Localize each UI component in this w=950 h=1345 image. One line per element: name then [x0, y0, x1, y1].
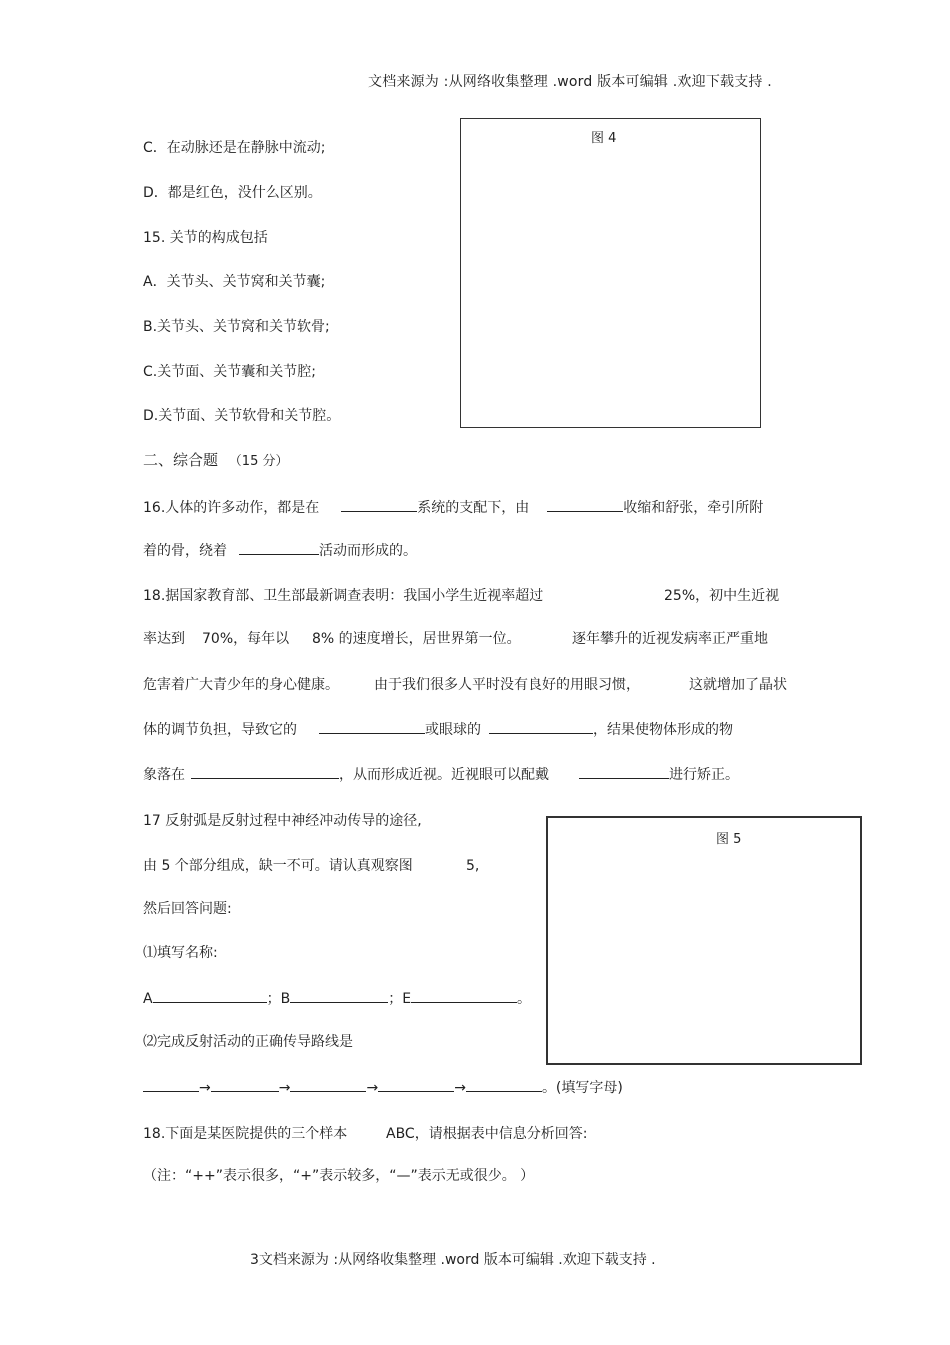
q18a-l3c: 这就增加了晶状 — [689, 677, 787, 693]
q14-option-c: C．在动脉还是在静脉中流动; — [143, 140, 326, 156]
q18a-l3b: 由于我们很多人平时没有良好的用眼习惯， — [374, 677, 640, 693]
label-e: E — [402, 991, 412, 1007]
separator: ； — [266, 991, 281, 1007]
q18a-l1b: 25%，初中生近视 — [664, 588, 780, 604]
q17-line-1: 17 反射弧是反射过程中神经冲动传导的途径, — [143, 813, 422, 829]
q18a-text-4c: ，结果使物体形成的物 — [593, 722, 733, 738]
label-a: A — [143, 991, 153, 1007]
answer-blank[interactable] — [579, 764, 669, 779]
answer-blank-e[interactable] — [411, 988, 517, 1003]
section-2-score: （15 分） — [228, 454, 289, 469]
q14-option-d: D．都是红色，没什么区别。 — [143, 185, 322, 201]
path-blank-4[interactable] — [378, 1077, 454, 1092]
q18a-text-5a: 象落在 — [143, 767, 185, 783]
q18a-text-5c: 进行矫正。 — [669, 767, 739, 783]
page-header: 文档来源为 :从网络收集整理 .word 版本可编辑 .欢迎下载支持 . — [368, 74, 772, 90]
q18b-line-1b: ABC，请根据表中信息分析回答: — [386, 1126, 588, 1142]
q18a-l1a: 18.据国家教育部、卫生部最新调查表明：我国小学生近视率超过 — [143, 588, 544, 604]
answer-blank-a[interactable] — [153, 988, 267, 1003]
path-blank-2[interactable] — [211, 1077, 279, 1092]
answer-blank[interactable] — [547, 497, 623, 512]
figure-5-box — [546, 816, 862, 1065]
figure-4-label: 图 4 — [591, 131, 617, 146]
q18a-text-5b: ，从而形成近视。近视眼可以配戴 — [339, 767, 549, 783]
arrow-icon: → — [454, 1080, 466, 1096]
arrow-icon: → — [199, 1080, 211, 1096]
label-b: B — [280, 991, 291, 1007]
answer-blank[interactable] — [319, 719, 425, 734]
q15-stem: 15. 关节的构成包括 — [143, 230, 268, 246]
figure-5-label: 图 5 — [716, 832, 742, 847]
q15-option-a: A．关节头、关节窝和关节囊; — [143, 274, 326, 290]
q17-fill-names — [143, 988, 531, 1009]
q18a-text-4a: 体的调节负担，导致它的 — [143, 722, 297, 738]
q16-line-1 — [143, 497, 763, 518]
answer-blank-b[interactable] — [290, 988, 388, 1003]
q18b-line-1a: 18.下面是某医院提供的三个样本 — [143, 1126, 348, 1142]
q17-line-6: ⑵完成反射活动的正确传导路线是 — [143, 1034, 353, 1050]
page-footer: 3文档来源为 :从网络收集整理 .word 版本可编辑 .欢迎下载支持 . — [250, 1252, 656, 1268]
path-blank-5[interactable] — [466, 1077, 542, 1092]
q17-line-4: ⑴填写名称: — [143, 945, 218, 961]
q16-text-5: 活动而形成的。 — [319, 543, 417, 559]
answer-blank[interactable] — [489, 719, 593, 734]
q16-line-2 — [143, 540, 417, 561]
q18a-l2d: 逐年攀升的近视发病率正严重地 — [572, 631, 768, 647]
path-blank-1[interactable] — [143, 1077, 199, 1092]
answer-blank[interactable] — [239, 540, 319, 555]
arrow-icon: → — [366, 1080, 379, 1096]
q17-path-end: 。(填写字母) — [541, 1080, 623, 1096]
q17-path-line — [143, 1077, 623, 1098]
q18a-l2b: 70%，每年以 — [202, 631, 290, 647]
q15-option-b: B.关节头、关节窝和关节软骨; — [143, 319, 330, 335]
answer-blank[interactable] — [191, 764, 339, 779]
q18a-text-4b: 或眼球的 — [425, 722, 481, 738]
arrow-icon: → — [278, 1080, 291, 1096]
separator: ； — [388, 991, 403, 1007]
q16-text-3: 收缩和舒张，牵引所附 — [623, 500, 764, 516]
q15-option-c: C.关节面、关节囊和关节腔; — [143, 364, 316, 380]
figure-4-box — [460, 118, 761, 428]
q16-text-2: 系统的支配下，由 — [417, 500, 530, 516]
q18a-l3a: 危害着广大青少年的身心健康。 — [143, 677, 339, 693]
q18a-l2a: 率达到 — [143, 631, 185, 647]
period: 。 — [517, 991, 532, 1007]
section-2-title — [143, 450, 288, 472]
section-2-name: 二、综合题 — [143, 451, 219, 469]
path-blank-3[interactable] — [290, 1077, 366, 1092]
q17-line-3: 然后回答问题: — [143, 901, 232, 917]
q17-line-2b: 5, — [466, 858, 480, 874]
q18a-line-5 — [143, 764, 739, 785]
q18a-l2c: 8% 的速度增长，居世界第一位。 — [312, 631, 521, 647]
q15-option-d: D.关节面、关节软骨和关节腔。 — [143, 408, 341, 424]
q18a-line-4 — [143, 719, 733, 740]
q16-text-4: 着的骨，绕着 — [143, 543, 227, 559]
q18b-note: （注：“++”表示很多，“+”表示较多，“—”表示无或很少。 ） — [143, 1168, 535, 1184]
q16-text-1: 16.人体的许多动作，都是在 — [143, 500, 320, 516]
answer-blank[interactable] — [341, 497, 417, 512]
q17-line-2a: 由 5 个部分组成，缺一不可。请认真观察图 — [143, 858, 413, 874]
